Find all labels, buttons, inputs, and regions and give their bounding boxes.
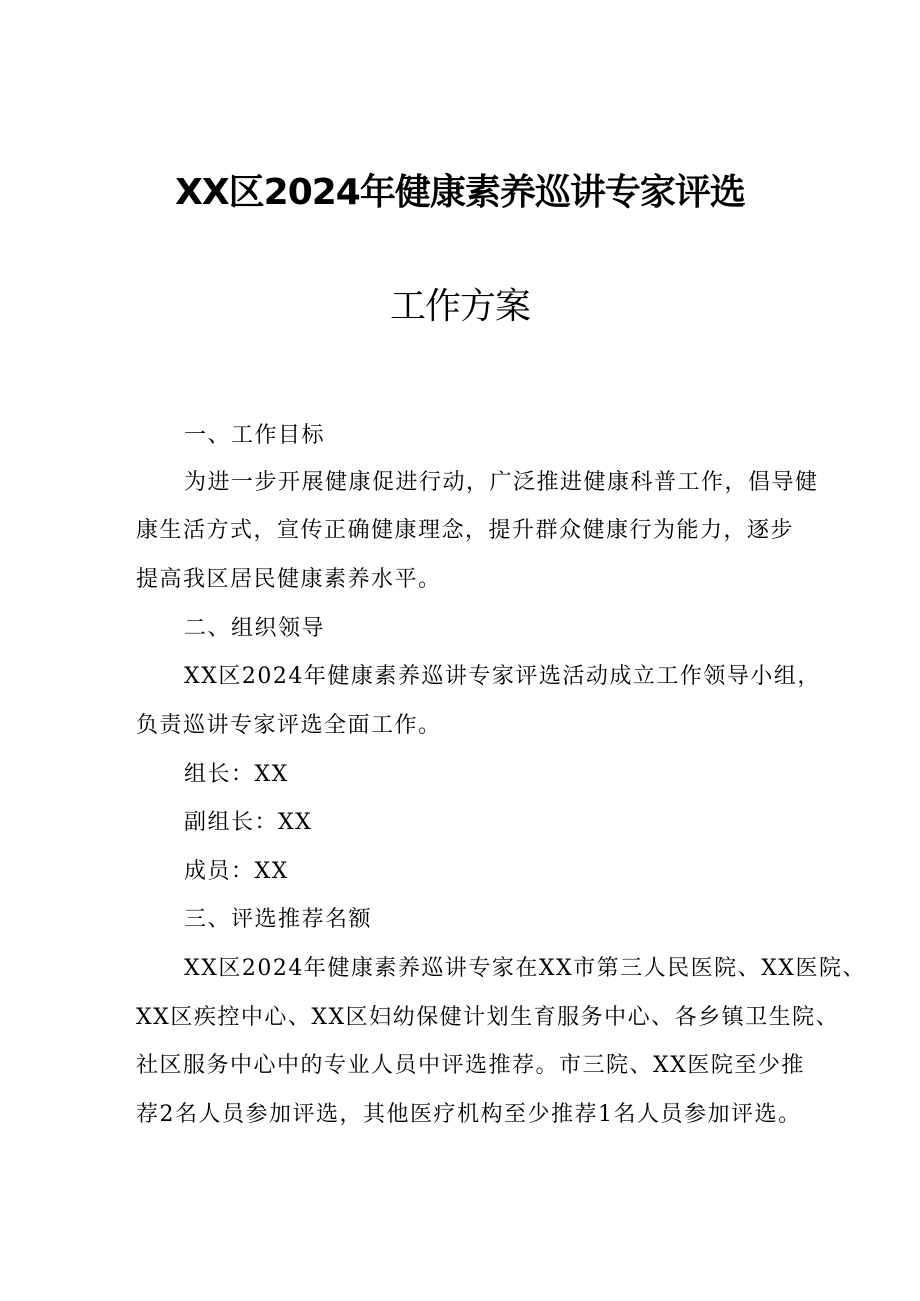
- paragraph-line: 社区服务中心中的专业人员中评选推荐。市三院、XX医院至少推: [136, 1053, 805, 1078]
- section-heading-quota: 三、评选推荐名额: [184, 907, 373, 932]
- paragraph-line: 康生活方式，宣传正确健康理念，提升群众健康行为能力，逐步: [136, 518, 795, 543]
- leader-entry: 组长：XX: [184, 762, 289, 787]
- section-heading-leadership: 二、组织领导: [184, 616, 326, 641]
- paragraph-line: XX区2024年健康素养巡讲专家在XX市第三人民医院、XX医院、: [184, 956, 866, 981]
- paragraph-line: XX区2024年健康素养巡讲专家评选活动成立工作领导小组，: [184, 664, 821, 689]
- section-heading-goals: 一、工作目标: [184, 423, 326, 448]
- members-entry: 成员：XX: [184, 859, 289, 884]
- deputy-leader-entry: 副组长：XX: [184, 810, 313, 835]
- document-title: XX区2024年健康素养巡讲专家评选: [175, 172, 745, 213]
- paragraph-line: 荐2名人员参加评选，其他医疗机构至少推荐1名人员参加评选。: [136, 1102, 802, 1127]
- paragraph-line: 为进一步开展健康促进行动，广泛推进健康科普工作，倡导健: [184, 470, 819, 495]
- paragraph-line: 负责巡讲专家评选全面工作。: [136, 713, 442, 738]
- paragraph-line: 提高我区居民健康素养水平。: [136, 567, 442, 592]
- document-subtitle: 工作方案: [389, 286, 530, 327]
- paragraph-line: XX区疾控中心、XX区妇幼保健计划生育服务中心、各乡镇卫生院、: [136, 1005, 840, 1030]
